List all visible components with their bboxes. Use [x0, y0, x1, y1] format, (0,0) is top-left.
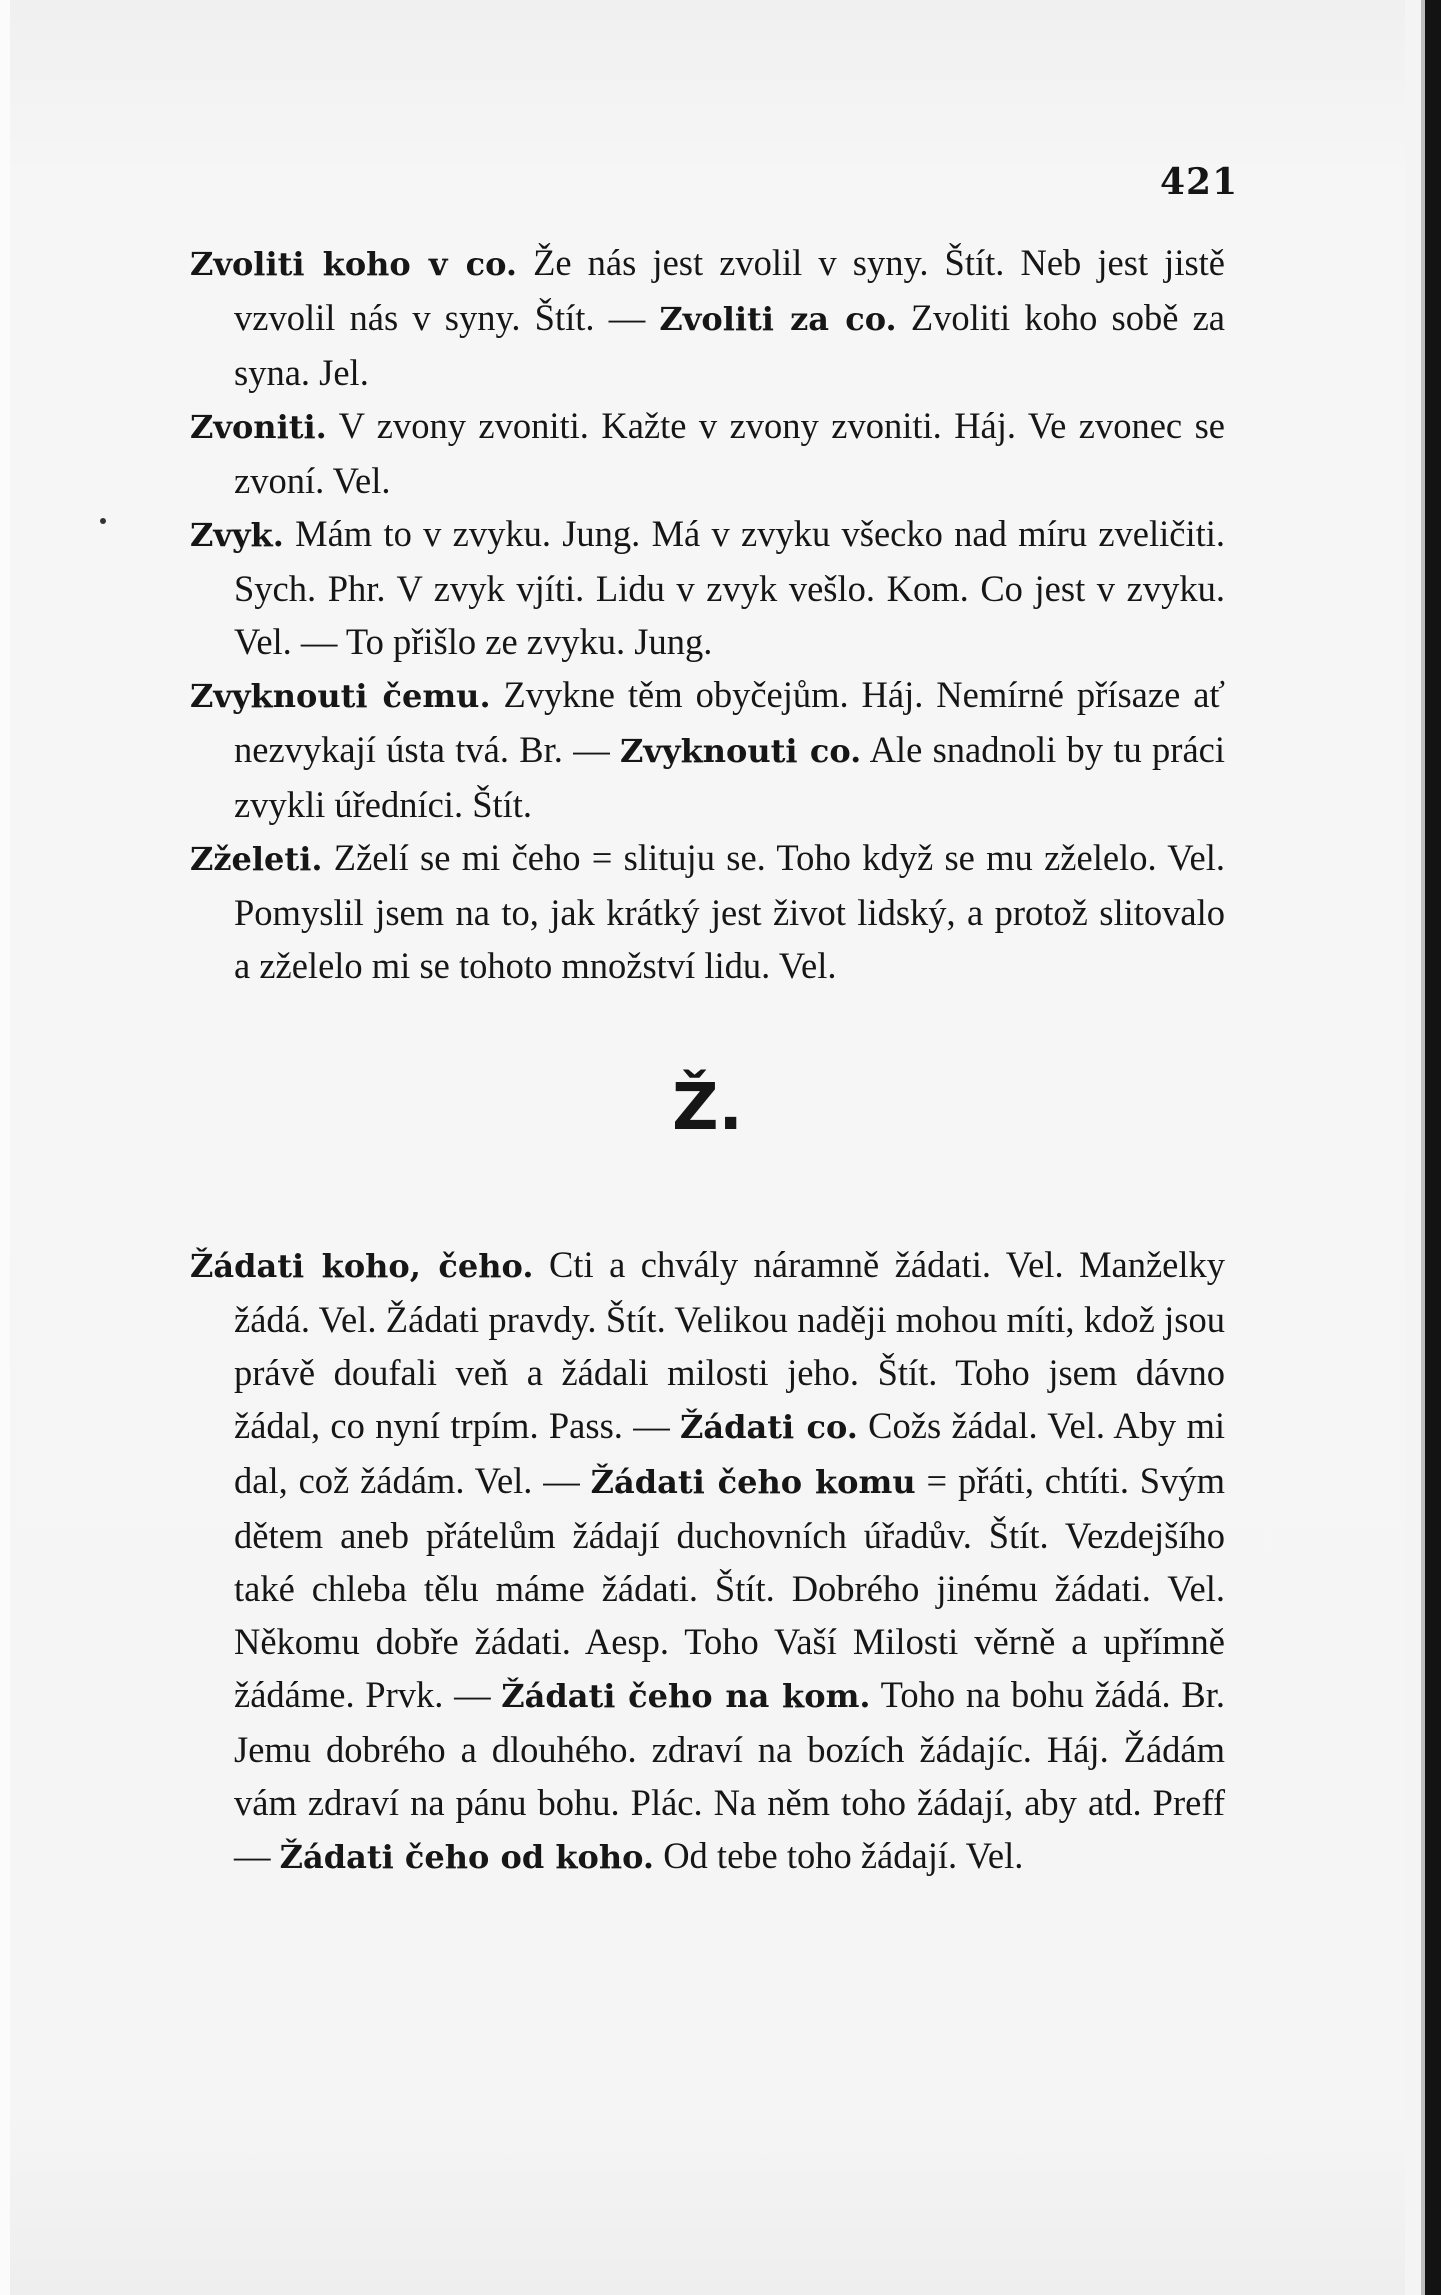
scan-edge-dark	[1425, 0, 1441, 2295]
entry-text: Zvykne těm obyčejům. Háj. Nemírné přísaze ať nezvykají ústa tvá. Br. —	[234, 674, 1225, 770]
section-heading: Ž.	[672, 1071, 743, 1145]
entry-text: Toho na bohu žádá. Br. Jemu dobrého a dlouhého. zdraví na bozích žádajíc. Háj. Žádám vám zdraví na pánu bohu. Plác. Na něm toho žádají, aby atd. Preff —	[234, 1674, 1225, 1876]
entry-headword: Žádati koho, čeho.	[190, 1247, 534, 1285]
entries-group-1	[190, 236, 1225, 992]
entry-headword: Žádati čeho komu	[590, 1463, 916, 1501]
entry-headword: Zvyknouti co.	[620, 732, 862, 770]
entry-headword: Zvoliti za co.	[659, 300, 897, 338]
entry-headword: Zvyknouti čemu.	[190, 677, 491, 715]
entry-headword: Zželeti.	[190, 840, 323, 878]
entry-text: Mám to v zvyku. Jung. Má v zvyku všecko nad míru zveličiti. Sych. Phr. V zvyk vjíti. Lidu v zvyk vešlo. Kom. Co jest v zvyku. Vel. — To přišlo ze zvyku. Jung.	[234, 513, 1225, 662]
entry-text: Od tebe toho žádají. Vel.	[654, 1835, 1024, 1876]
entry-text: V zvony zvoniti. Kažte v zvony zvoniti. Háj. Ve zvonec se zvoní. Vel.	[234, 405, 1225, 501]
dictionary-entry-zvyknouti	[190, 668, 1225, 831]
entry-headword: Žádati čeho na kom.	[501, 1677, 871, 1715]
dictionary-entry-zzeleti	[190, 831, 1225, 992]
margin-dot	[100, 518, 106, 524]
dictionary-entry-zvyk	[190, 507, 1225, 668]
dictionary-entry-zadati	[190, 1238, 1225, 1884]
entry-text: Ale snadnoli by tu práci zvykli úředníci. Štít.	[234, 729, 1225, 825]
dictionary-text	[190, 236, 1225, 1884]
entry-headword: Zvyk.	[190, 516, 284, 554]
entry-text: = přáti, chtíti. Svým dětem aneb přátelům žádají duchovních úřadův. Štít. Vezdejšího také chleba tělu máme žádati. Štít. Dobrého jinému žádati. Vel. Někomu dobře žádati. Aesp. Toho Vaší Milosti věrně a upřímně žádáme. Prvk. —	[234, 1460, 1225, 1715]
entry-text: Cti a chvály náramně žádati. Vel. Manželky žádá. Vel. Žádati pravdy. Štít. Velikou naději mohou míti, kdož jsou právě doufali veň a žádali milosti jeho. Štít. Toho jsem dávno žádal, co nyní trpím. Pass. —	[234, 1244, 1226, 1446]
entries-group-2	[190, 1238, 1225, 1884]
page-number: 421	[1160, 161, 1239, 203]
entry-headword: Žádati co.	[680, 1408, 858, 1446]
page-left-edge	[0, 0, 10, 2295]
entry-text: Že nás jest zvolil v syny. Štít. Neb jest jistě vzvolil nás v syny. Štít. —	[234, 242, 1226, 338]
dictionary-entry-zvoniti	[190, 399, 1225, 507]
entry-headword: Zvoniti.	[190, 408, 327, 446]
dictionary-entry-zvoliti	[190, 236, 1225, 399]
entry-text: Cožs žádal. Vel. Aby mi dal, což žádám. Vel. —	[234, 1405, 1225, 1501]
entry-headword: Zvoliti koho v co.	[190, 245, 517, 283]
entry-headword: Žádati čeho od koho.	[279, 1838, 655, 1876]
entry-text: Zželí se mi čeho = slituju se. Toho když se mu zželelo. Vel. Pomyslil jsem na to, jak krátký jest život lidský, a protož slitovalo a zželelo mi se tohoto množství lidu. Vel.	[234, 837, 1225, 986]
entry-text: Zvoliti koho sobě za syna. Jel.	[234, 297, 1226, 393]
